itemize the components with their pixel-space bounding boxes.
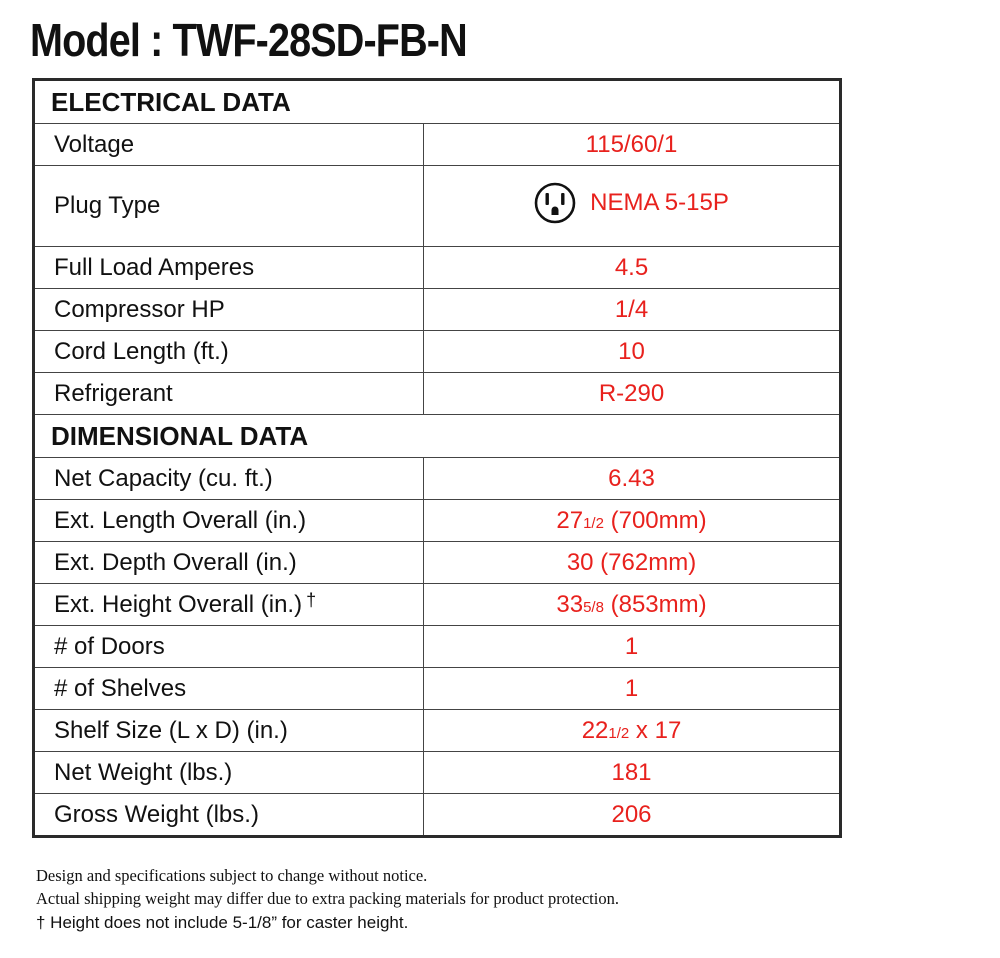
- row-value: 1: [424, 668, 841, 710]
- table-row: [34, 584, 841, 626]
- value-rest: x 17: [629, 716, 682, 744]
- table-row: [34, 458, 841, 500]
- row-label: Refrigerant: [34, 373, 424, 415]
- value-fraction: 5/8: [583, 598, 604, 616]
- table-row: [34, 289, 841, 331]
- row-label: Net Weight (lbs.): [34, 752, 424, 794]
- value-fraction: 1/2: [583, 514, 604, 532]
- row-label: Ext. Depth Overall (in.): [34, 542, 424, 584]
- table-row: [34, 373, 841, 415]
- row-label: Plug Type: [34, 166, 424, 247]
- row-value: 115/60/1: [424, 124, 841, 166]
- row-value: 1: [424, 626, 841, 668]
- row-label: Ext. Length Overall (in.): [34, 500, 424, 542]
- footnote-line: Design and specifications subject to change without notice.: [36, 866, 428, 885]
- row-value: 4.5: [424, 247, 841, 289]
- footnote-dagger-line: † Height does not include 5-1/8” for caster height.: [36, 913, 409, 932]
- value-whole: 33: [556, 590, 584, 618]
- footnote-line: Actual shipping weight may differ due to extra packing materials for product protection.: [36, 889, 619, 908]
- value-whole: 27: [556, 506, 584, 534]
- row-label: Ext. Height Overall (in.): [54, 591, 303, 618]
- row-value: 6.43: [424, 458, 841, 500]
- row-label: Shelf Size (L x D) (in.): [34, 710, 424, 752]
- table-row: [34, 752, 841, 794]
- plug-type-text: NEMA 5-15P: [590, 188, 729, 216]
- section-heading: DIMENSIONAL DATA: [34, 415, 841, 458]
- row-value: [424, 166, 841, 247]
- row-value: 1/4: [424, 289, 841, 331]
- row-value: 181: [424, 752, 841, 794]
- row-label: Gross Weight (lbs.): [34, 794, 424, 837]
- row-value: [424, 710, 841, 752]
- row-label: Cord Length (ft.): [34, 331, 424, 373]
- value-rest: (700mm): [603, 506, 707, 534]
- table-row: [34, 626, 841, 668]
- row-label: # of Doors: [34, 626, 424, 668]
- value-whole: 22: [581, 716, 609, 744]
- table-row: [34, 124, 841, 166]
- table-row: [34, 794, 841, 837]
- row-label: Compressor HP: [34, 289, 424, 331]
- row-label: Full Load Amperes: [34, 247, 424, 289]
- table-row: [34, 331, 841, 373]
- table-row: [34, 247, 841, 289]
- row-value: [424, 500, 841, 542]
- page-title: Model : TWF-28SD-FB-N: [30, 14, 467, 66]
- section-heading: ELECTRICAL DATA: [34, 80, 841, 124]
- table-row: [34, 542, 841, 584]
- row-label-cell: [34, 584, 424, 626]
- table-row: [34, 710, 841, 752]
- row-label: Net Capacity (cu. ft.): [34, 458, 424, 500]
- value-rest: (853mm): [603, 590, 707, 618]
- spec-table: [32, 78, 842, 838]
- table-row: [34, 668, 841, 710]
- row-value: 30 (762mm): [424, 542, 841, 584]
- table-row: [34, 166, 841, 247]
- section-header-dimensional: [34, 415, 841, 458]
- row-value: [424, 584, 841, 626]
- plug-value: [534, 182, 729, 224]
- section-header-electrical: [34, 80, 841, 124]
- footnotes: [36, 864, 619, 934]
- row-label: Voltage: [34, 124, 424, 166]
- table-row: [34, 500, 841, 542]
- value-fraction: 1/2: [608, 724, 630, 742]
- row-value: 206: [424, 794, 841, 837]
- row-label: # of Shelves: [34, 668, 424, 710]
- row-value: 10: [424, 331, 841, 373]
- dagger-mark: †: [306, 590, 317, 610]
- nema-outlet-icon: [534, 182, 576, 224]
- row-value: R-290: [424, 373, 841, 415]
